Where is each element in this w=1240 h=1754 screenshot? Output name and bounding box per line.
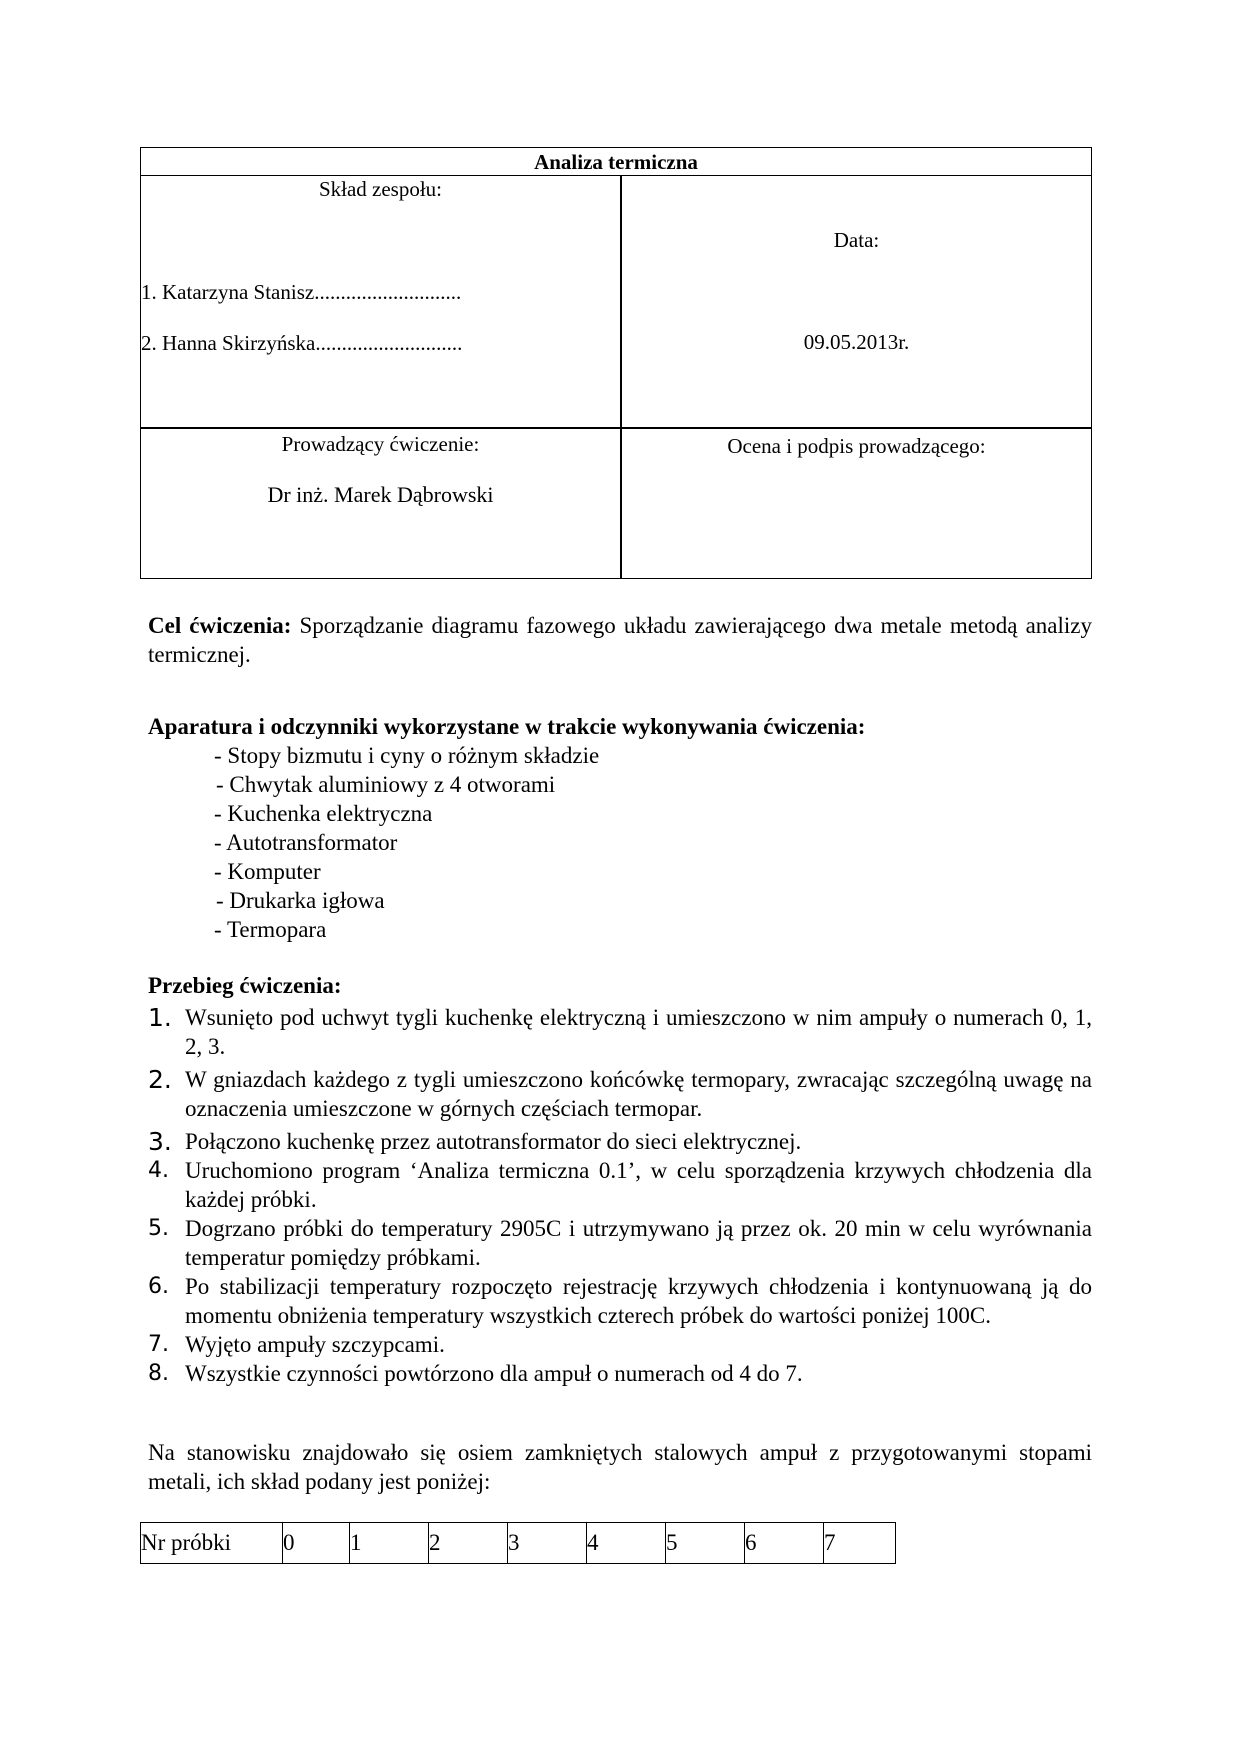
step-text: Uruchomiono program ‘Analiza termiczna 0.1’, w celu sporządzenia krzywych chłodzenia dla każdej próbki. [185, 1158, 1092, 1212]
step-number: 4. [148, 1158, 169, 1183]
step-text: Dogrzano próbki do temperatury 2905C i utrzymywano ją przez ok. 20 min w celu wyrównania temperatur pomiędzy próbkami. [185, 1216, 1092, 1270]
date-value: 09.05.2013r. [803, 330, 910, 354]
report-title: Analiza termiczna [141, 148, 1091, 176]
table-cell: 7 [824, 1523, 896, 1564]
step-number: 7. [148, 1332, 169, 1357]
goal-paragraph [148, 611, 1092, 669]
date-label: Data: [833, 228, 880, 252]
grade-label: Ocena i podpis prowadzącego: [727, 434, 986, 458]
list-item [148, 1127, 1092, 1156]
table-cell: 6 [745, 1523, 824, 1564]
table-cell: 0 [283, 1523, 350, 1564]
list-item: - Kuchenka elektryczna [214, 801, 433, 826]
list-item: - Termopara [214, 917, 327, 942]
procedure-list [148, 1003, 1092, 1388]
step-number: 1. [148, 1003, 172, 1032]
step-text: Wsunięto pod uchwyt tygli kuchenkę elektryczną i umieszczono w nim ampuły o numerach 0, 1, 2, 3. [185, 1005, 1092, 1059]
list-item [148, 1214, 1092, 1272]
team-label: Skład zespołu: [318, 177, 443, 201]
table-header-cell: Nr próbki [141, 1523, 283, 1564]
step-number: 5. [148, 1216, 169, 1241]
table-cell: 4 [587, 1523, 666, 1564]
step-number: 3. [148, 1127, 172, 1156]
goal-text: Sporządzanie diagramu fazowego układu zawierającego dwa metale metodą analizy termicznej. [148, 613, 1092, 667]
step-text: W gniazdach każdego z tygli umieszczono końcówkę termopary, zwracając szczególną uwagę na oznaczenia umieszczone w górnych częściach termopar. [185, 1067, 1092, 1121]
table-row [141, 1523, 896, 1564]
list-item: - Stopy bizmutu i cyny o różnym składzie [214, 743, 600, 768]
header-table [140, 147, 1092, 579]
step-text: Wszystkie czynności powtórzono dla ampuł o numerach od 4 do 7. [185, 1361, 803, 1386]
station-paragraph: Na stanowisku znajdowało się osiem zamkniętych stalowych ampuł z przygotowanymi stopami metali, ich skład podany jest poniżej: [148, 1440, 1092, 1494]
step-number: 6. [148, 1274, 169, 1299]
list-item [148, 1272, 1092, 1330]
table-cell: 2 [429, 1523, 508, 1564]
table-cell: 3 [508, 1523, 587, 1564]
step-number: 2. [148, 1065, 172, 1094]
goal-label: Cel ćwiczenia: [148, 613, 292, 638]
step-number: 8. [148, 1361, 169, 1386]
list-item [148, 1359, 1092, 1388]
samples-table [140, 1522, 896, 1564]
instructor-name: Dr inż. Marek Dąbrowski [267, 482, 494, 507]
list-item: - Chwytak aluminiowy z 4 otworami [216, 772, 556, 797]
divider [141, 427, 1091, 429]
list-item [148, 1156, 1092, 1214]
table-cell: 1 [350, 1523, 429, 1564]
instructor-label: Prowadzący ćwiczenie: [281, 432, 480, 456]
list-item: - Autotransformator [214, 830, 398, 855]
step-text: Połączono kuchenkę przez autotransformator do sieci elektrycznej. [185, 1129, 802, 1154]
list-item [148, 1330, 1092, 1359]
list-item [148, 1003, 1092, 1061]
list-item [148, 1065, 1092, 1123]
step-text: Po stabilizacji temperatury rozpoczęto rejestrację krzywych chłodzenia i kontynuowaną ją do momentu obniżenia temperatury wszystkich czterech próbek do wartości poniżej 100C. [185, 1274, 1092, 1328]
team-member: 2. Hanna Skirzyńska............................ [141, 331, 463, 355]
procedure-heading: Przebieg ćwiczenia: [148, 973, 342, 998]
table-cell: 5 [666, 1523, 745, 1564]
apparatus-heading: Aparatura i odczynniki wykorzystane w trakcie wykonywania ćwiczenia: [148, 714, 866, 739]
list-item: - Komputer [214, 859, 321, 884]
step-text: Wyjęto ampuły szczypcami. [185, 1332, 445, 1357]
team-member: 1. Katarzyna Stanisz............................ [141, 280, 462, 304]
list-item: - Drukarka igłowa [216, 888, 385, 913]
apparatus-list [214, 741, 599, 944]
